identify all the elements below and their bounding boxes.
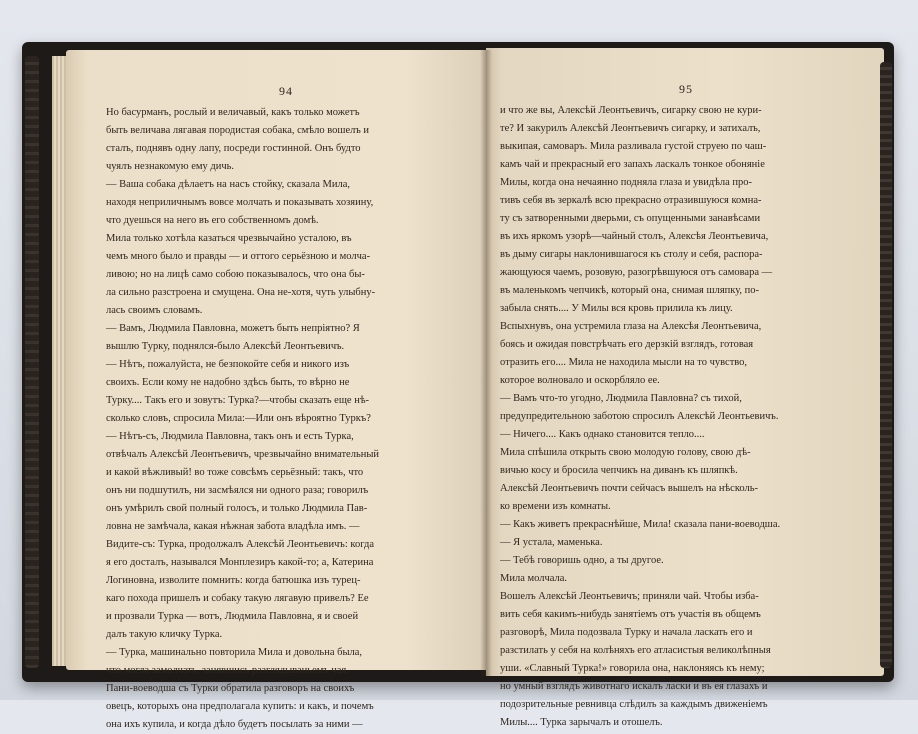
text-line: овецъ, которыхъ она предполагала купить: и какъ, и почемъ [106, 701, 374, 712]
text-line: отвѣчалъ Алексѣй Леонтьевичъ, чрезвычайно внимательный [106, 449, 380, 460]
text-line: — Ничего.... Какъ однако становится тепло.... [500, 429, 705, 440]
text-line: боясь и ожидая повстрѣчать его дерзкій взглядъ, готовая [500, 339, 754, 350]
text-line: каго похода пришелъ и собаку такую лягавую привелъ? Ее [106, 593, 369, 604]
text-line: въ маленькомъ чепчикѣ, который она, снимая шляпку, по- [500, 285, 760, 296]
text-line: и прозвали Турка — вотъ, Людмила Павловна, я и своей [106, 611, 359, 622]
text-line: Но басурманъ, рослый и величавый, какъ только можетъ [106, 107, 360, 118]
text-line: те? И закурилъ Алексѣй Леонтьевичъ сигарку, и затихалъ, [500, 123, 761, 134]
text-line: и какой вѣжливый! во тоже совсѣмъ серьёзный: такъ, что [106, 467, 364, 478]
text-line: ко времени изъ комнаты. [500, 501, 611, 512]
text-line: быть величава лягавая породистая собака, смѣло вошелъ и [106, 125, 370, 136]
text-line: предупредительною заботою спросилъ Алексѣй Леонтьевичъ. [500, 411, 779, 422]
text-line: вышлю Турку, поднялся-было Алексѣй Леонтьевичъ. [106, 341, 345, 352]
text-line: сколько словъ, спросила Мила:—Или онъ вѣроятно Туркъ? [106, 413, 371, 424]
text-line: подозрительные ревнивца слѣдилъ за каждымъ движеніемъ [500, 699, 768, 710]
text-line: находя неприличнымъ вовсе молчать и показывать хозяину, [106, 197, 374, 208]
text-line: — Какъ живетъ прекраснѣйше, Мила! сказала пани-воеводша. [500, 519, 781, 530]
text-line: забыла снять.... У Милы вся кровь прилила къ лицу. [500, 303, 733, 314]
left-page-text [106, 104, 466, 734]
right-page-text [500, 102, 872, 732]
book-gutter [480, 50, 492, 676]
text-line: Мила спѣшила открыть свою молодую голову, свою дѣ- [500, 447, 751, 458]
text-line: которое волновало и оскорбляло ее. [500, 375, 660, 386]
text-line: — Ваша собака дѣлаетъ на насъ стойку, сказала Мила, [106, 179, 350, 190]
text-line: жающуюся чаемъ, розовую, разогрѣвшуюся отъ самовара — [500, 267, 773, 278]
text-line: — Нѣтъ, пожалуйста, не безпокойте себя и никого изъ [106, 359, 350, 370]
text-line: разговорѣ, Мила подозвала Турку и начала ласкать его и [500, 627, 753, 638]
text-line: — Турка, машинально повторила Мила и довольна была, [106, 647, 363, 658]
text-line: чуялъ незнакомую ему дичь. [106, 161, 235, 172]
text-line: — Нѣтъ-съ, Людмила Павловна, такъ онъ и есть Турка, [106, 431, 354, 442]
text-line: вить себя какимъ-нибудь занятіемъ отъ участія въ общемъ [500, 609, 761, 620]
open-book [22, 42, 894, 730]
text-line: тивъ себя въ зеркалѣ всю прекрасно отразившуюся комна- [500, 195, 762, 206]
text-line: Видите-съ: Турка, продолжалъ Алексѣй Леонтьевичъ: когда [106, 539, 374, 550]
text-line: Милы.... Турка зарычалъ и отошелъ. [500, 717, 663, 728]
page-number-right: 95 [679, 82, 693, 96]
page-number-left: 94 [279, 84, 293, 98]
left-page [66, 50, 488, 730]
text-line: далъ такую кличку Турка. [106, 629, 223, 640]
text-line: выкипая, самоваръ. Мила разливала густой струею по чаш- [500, 141, 767, 152]
text-line: что могла замолчать, занявшись разглядываньемъ чая. [106, 665, 349, 676]
text-line: онъ ни подшутилъ, ни засмѣялся ни одного раза; говорилъ [106, 485, 369, 496]
text-line: разстилать у себя на колѣняхъ его атласистыя великолѣпныя [500, 645, 771, 656]
text-line: ловна не замѣчала, какая нѣжная забота владѣла имъ. — [106, 521, 360, 532]
text-line: отразить его.... Мила не находила мысли на то чувство, [500, 357, 748, 368]
text-line: Пани-воеводша съ Турки обратила разговоръ на своихъ [106, 683, 355, 694]
text-line: уши. «Славный Турка!» говорила она, наклоняясь къ нему; [500, 663, 765, 674]
right-page [486, 48, 884, 728]
text-line: въ дыму сигары наклонившагося къ столу и себя, распора- [500, 249, 763, 260]
text-line: Милы, когда она нечаянно подняла глаза и увидѣла про- [500, 177, 753, 188]
text-line: чемъ много было и правды — и оттого серьёзною и молча- [106, 251, 371, 262]
text-line: Вошелъ Алексѣй Леонтьевичъ; приняли чай. Чтобы изба- [500, 591, 759, 602]
text-line: Мила молчала. [500, 573, 568, 584]
text-line: но умный взглядъ животнаго искалъ ласки и въ ея глазахъ и [500, 681, 768, 692]
text-line: что дуешься на него въ его собственномъ домѣ. [106, 215, 319, 226]
text-line: — Тебѣ говоришь одно, а ты другое. [500, 555, 664, 566]
text-line: лась своимъ словамъ. [106, 305, 203, 316]
text-line: она ихъ купила, и когда дѣло будетъ посылать за ними — [106, 719, 363, 730]
text-line: ла сильно разстроена и смущена. Она не-хотя, чуть улыбну- [106, 287, 376, 298]
text-line: сталъ, поднявъ одну лапу, посреди гостинной. Онъ будто [106, 143, 361, 154]
text-line: Вспыхнувъ, она устремила глаза на Алексѣя Леонтьевича, [500, 321, 762, 332]
text-line: вичью косу и бросила чепчикъ на диванъ къ шляпкѣ. [500, 465, 738, 476]
text-line: ливою; но на лицѣ само собою показывалось, что она бы- [106, 269, 365, 280]
text-line: въ ихъ яркомъ узорѣ—чайный столъ, Алексѣя Леонтьевича, [500, 231, 769, 242]
text-line: своихъ. Если кому не надобно здѣсь быть, то вѣрно не [106, 377, 350, 388]
text-line: — Вамъ что-то угодно, Людмила Павловна? съ тихой, [500, 393, 742, 404]
text-line: я его досталъ, назывался Монплезиръ какой-то; а, Катерина [106, 557, 374, 568]
text-line: — Вамъ, Людмила Павловна, можетъ быть непріятно? Я [106, 323, 360, 334]
text-line: Мила только хотѣла казаться чрезвычайно усталою, въ [106, 233, 352, 244]
text-line: Алексѣй Леонтьевичъ почти сейчасъ вышелъ на нѣсколь- [500, 483, 759, 494]
text-line: Логиновна, изволите помнить: когда батюшка изъ турец- [106, 575, 361, 586]
text-line: онъ умѣрилъ свой полный голосъ, и только Людмила Пав- [106, 503, 368, 514]
text-line: и что же вы, Алексѣй Леонтьевичъ, сигарку свою не кури- [500, 105, 762, 116]
text-line: ту съ затворенными дверьми, съ опущенными занавѣсами [500, 213, 761, 224]
text-line: Турку.... Такъ его и зовутъ: Турка?—чтобы сказать еще нѣ- [106, 395, 370, 406]
text-line: камъ чай и прекрасный его запахъ ласкалъ тонкое обоняніе [500, 159, 765, 170]
text-line: — Я устала, маменька. [500, 537, 603, 548]
